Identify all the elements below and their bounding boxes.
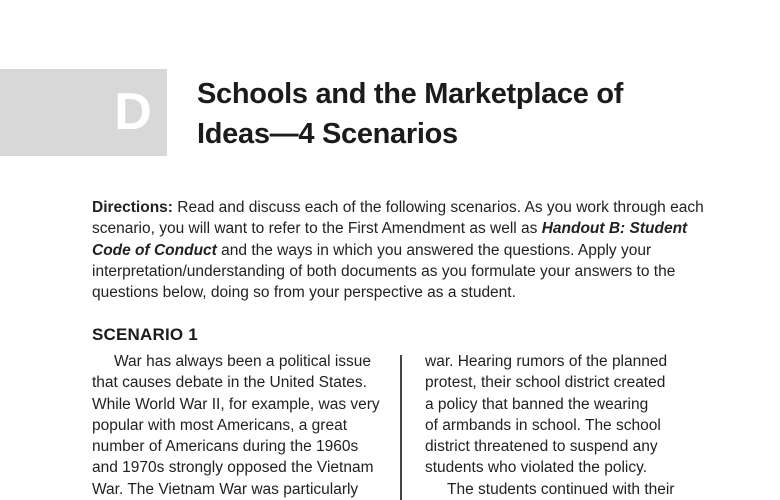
text-line: number of Americans during the 1960s [92, 438, 359, 456]
text-line: district threatened to suspend any [425, 438, 658, 456]
scenario-heading: SCENARIO 1 [92, 325, 198, 344]
directions-paragraph [92, 197, 722, 303]
text-line: students who violated the policy. [425, 459, 648, 477]
page-title [197, 74, 757, 154]
title-line-1: Schools and the Marketplace of [197, 78, 624, 110]
text-line: War has always been a political issue [114, 353, 372, 370]
section-tab [0, 69, 167, 156]
text-line: a policy that banned the wearing [425, 395, 649, 413]
scenario-right-column [425, 351, 725, 500]
text-line: that causes debate in the United States. [92, 374, 367, 392]
text-line: War. The Vietnam War was particularly [92, 480, 359, 498]
text-line: of armbands in school. The school [425, 416, 661, 434]
directions-text-1: Read and discuss each of the following scenarios. As you work through each scenario, you will want to refer to the First Amendment as well as [92, 199, 704, 238]
section-letter: D [114, 83, 152, 141]
scenario-left-column [92, 351, 392, 500]
title-line-2: Ideas—4 Scenarios [197, 118, 458, 150]
directions-text-2: and the ways in which you answered the questions. Apply your interpretation/understanding of both documents as you formulate your answers to the questions below, doing so from your perspective as a student. [92, 241, 676, 302]
text-line: While World War II, for example, was very [92, 395, 380, 413]
directions-label: Directions: [92, 199, 173, 216]
text-line: The students continued with their [447, 480, 675, 498]
handout-reference: Handout B: Student Code of Conduct [92, 220, 688, 259]
text-line: and 1970s strongly opposed the Vietnam [92, 459, 374, 477]
column-divider [400, 355, 402, 500]
text-line: war. Hearing rumors of the planned [425, 353, 668, 370]
text-line: protest, their school district created [425, 374, 666, 392]
text-line: popular with most Americans, a great [92, 416, 348, 434]
